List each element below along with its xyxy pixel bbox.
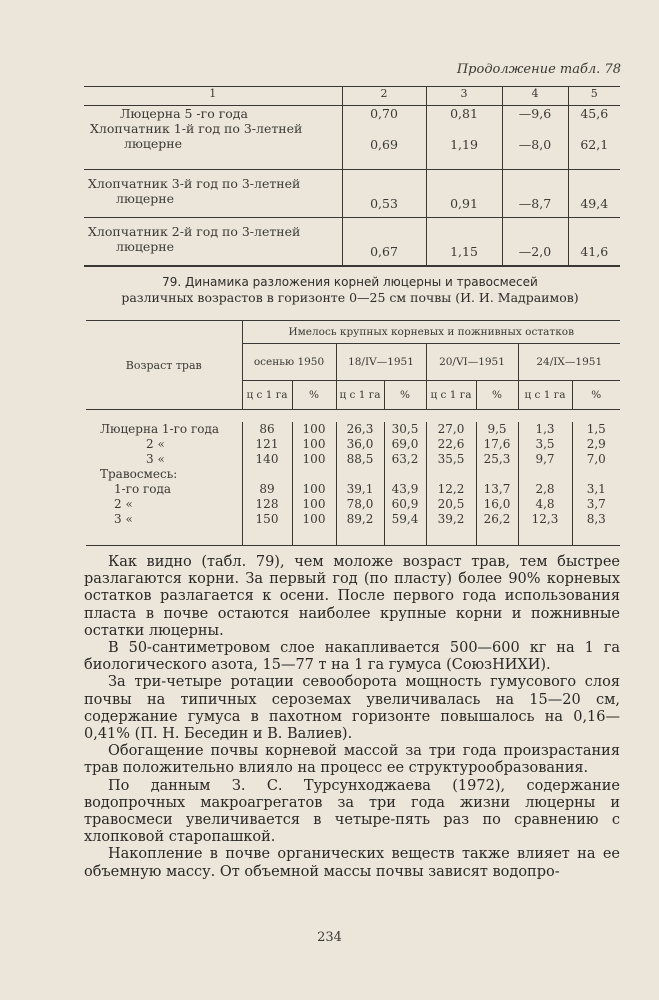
- cell-value: 0,70: [370, 106, 398, 121]
- cell-value: 3,1: [572, 482, 620, 497]
- paragraph: В 50-сантиметровом слое накапливается 500—600 кг на 1 га биологического азота, 15—77 т на 1 га гумуса (СоюзНИХИ).: [84, 640, 620, 674]
- cell-value: [476, 467, 518, 482]
- cell-value: 20,5: [426, 497, 476, 512]
- cell-value: 2,8: [518, 482, 572, 497]
- table-row: [86, 512, 620, 546]
- cell-value: [384, 467, 426, 482]
- cell-value: [292, 467, 336, 482]
- table-79-caption: [80, 274, 620, 306]
- col-header-1: 1: [84, 87, 342, 106]
- col-header-unit: ц с 1 га: [242, 381, 292, 410]
- cell-value: 12,2: [426, 482, 476, 497]
- cell-value: 39,2: [426, 512, 476, 546]
- cell-value: 69,0: [384, 437, 426, 452]
- col-header-unit: ц с 1 га: [518, 381, 572, 410]
- cell-value: 13,7: [476, 482, 518, 497]
- cell-value: 121: [242, 437, 292, 452]
- cell-value: 1,15: [426, 218, 502, 266]
- cell-value: 0,67: [342, 218, 426, 266]
- row-label: 3 «: [86, 512, 242, 546]
- cell-value: 1,19: [450, 137, 478, 152]
- table-79-title: 79. Динамика разложения корней люцерны и травосмесей: [162, 275, 538, 289]
- table-row: [86, 437, 620, 452]
- table-continuation-label: Продолжение табл. 78: [456, 62, 621, 77]
- col-header-date: 18/IV—1951: [336, 344, 426, 381]
- col-header-date: осенью 1950: [242, 344, 336, 381]
- cell-value: [336, 467, 384, 482]
- cell-value: 45,6: [580, 106, 609, 121]
- cell-value: 26,3: [336, 422, 384, 437]
- cell-value: 1,5: [572, 422, 620, 437]
- row-label: Люцерна 1-го года: [100, 422, 219, 436]
- row-label: 3 «: [146, 452, 165, 466]
- cell-value: 89,2: [336, 512, 384, 546]
- table-row: [84, 218, 620, 266]
- cell-value: 86: [242, 422, 292, 437]
- cell-value: 100: [292, 437, 336, 452]
- col-header-date: 20/VI—1951: [426, 344, 518, 381]
- col-header-date: 24/IX—1951: [518, 344, 620, 381]
- col-header-unit: %: [572, 381, 620, 410]
- cell-value: —8,7: [502, 170, 568, 218]
- cell-value: 27,0: [426, 422, 476, 437]
- col-header-unit: %: [476, 381, 518, 410]
- cell-value: 100: [292, 422, 336, 437]
- col-header-unit: %: [292, 381, 336, 410]
- cell-value: 17,6: [476, 437, 518, 452]
- table-78-continuation: [84, 86, 620, 267]
- cell-value: [572, 467, 620, 482]
- cell-value: 140: [242, 452, 292, 467]
- table-row: [86, 452, 620, 467]
- cell-value: 150: [242, 512, 292, 546]
- cell-value: 36,0: [336, 437, 384, 452]
- row-label: Хлопчатник 2-й год по 3-летней люцерне: [88, 224, 301, 254]
- col-header-unit: %: [384, 381, 426, 410]
- cell-value: 43,9: [384, 482, 426, 497]
- cell-value: 88,5: [336, 452, 384, 467]
- col-header-4: 4: [502, 87, 568, 106]
- cell-value: —2,0: [502, 218, 568, 266]
- col-header-unit: ц с 1 га: [426, 381, 476, 410]
- col-header-group: Имелось крупных корневых и пожнивных остатков: [242, 321, 620, 344]
- cell-value: 62,1: [580, 137, 609, 152]
- cell-value: 26,2: [476, 512, 518, 546]
- col-header-unit: ц с 1 га: [336, 381, 384, 410]
- row-label: Хлопчатник 3-й год по 3-летней люцерне: [88, 176, 301, 206]
- table-row: [86, 482, 620, 497]
- cell-value: [242, 467, 292, 482]
- cell-value: 30,5: [384, 422, 426, 437]
- table-79-body: [86, 422, 620, 546]
- cell-value: 39,1: [336, 482, 384, 497]
- cell-value: 0,81: [450, 106, 478, 121]
- cell-value: 9,7: [518, 452, 572, 467]
- cell-value: 0,69: [370, 137, 398, 152]
- cell-value: 1,3: [518, 422, 572, 437]
- cell-value: 49,4: [568, 170, 620, 218]
- cell-value: 7,0: [572, 452, 620, 467]
- row-label: 2 «: [146, 437, 165, 451]
- paragraph: По данным З. С. Турсунходжаева (1972), содержание водопрочных макроагрегатов за три года жизни люцерны и травосмеси увеличивается в четыре-пять раз по сравнению с хлопковой старопашкой.: [84, 777, 620, 846]
- table-row: [84, 170, 620, 218]
- cell-value: 100: [292, 512, 336, 546]
- cell-value: 3,7: [572, 497, 620, 512]
- row-label: Травосмесь:: [100, 467, 178, 481]
- cell-value: 89: [242, 482, 292, 497]
- cell-value: 16,0: [476, 497, 518, 512]
- paragraph: Как видно (табл. 79), чем моложе возраст трав, тем быстрее разлагаются корни. За первый год (по пласту) более 90% корневых остатков разлагается к осени. После первого года использования пласта в почве остаются наиболее крупные корни и пожнивные остатки люцерны.: [84, 554, 620, 639]
- page-number: 234: [317, 930, 342, 945]
- table-row: [86, 422, 620, 437]
- cell-value: 0,53: [342, 170, 426, 218]
- cell-value: [426, 467, 476, 482]
- cell-value: 25,3: [476, 452, 518, 467]
- table-row: [84, 106, 620, 170]
- table-79-subtitle: различных возрастов в горизонте 0—25 см почвы (И. И. Мадраимов): [121, 290, 579, 305]
- cell-value: 41,6: [568, 218, 620, 266]
- col-header-age: Возраст трав: [86, 321, 242, 410]
- cell-value: 2,9: [572, 437, 620, 452]
- body-text: [84, 554, 620, 881]
- cell-value: 60,9: [384, 497, 426, 512]
- row-label: Хлопчатник 1-й год по 3-летней люцерне: [90, 121, 303, 151]
- col-header-5: 5: [568, 87, 620, 106]
- cell-value: 4,8: [518, 497, 572, 512]
- cell-value: 9,5: [476, 422, 518, 437]
- cell-value: 78,0: [336, 497, 384, 512]
- cell-value: 12,3: [518, 512, 572, 546]
- paragraph: Накопление в почве органических веществ также влияет на ее объемную массу. От объемной массы почвы зависят водопро-: [84, 846, 620, 880]
- cell-value: 59,4: [384, 512, 426, 546]
- row-label: 2 «: [114, 497, 133, 511]
- table-row: [86, 497, 620, 512]
- row-label: 1-го года: [114, 482, 172, 496]
- cell-value: [518, 467, 572, 482]
- cell-value: 35,5: [426, 452, 476, 467]
- cell-value: —8,0: [518, 137, 552, 152]
- paragraph: Обогащение почвы корневой массой за три года произрастания трав положительно влияло на процесс ее структурообразования.: [84, 743, 620, 777]
- cell-value: 100: [292, 452, 336, 467]
- cell-value: 63,2: [384, 452, 426, 467]
- cell-value: 3,5: [518, 437, 572, 452]
- paragraph: За три-четыре ротации севооборота мощность гумусового слоя почвы на типичных сероземах увеличивалась на 15—20 см, содержание гумуса в пахотном горизонте повышалось на 0,16—0,41% (П. Н. Беседин и В. Валиев).: [84, 674, 620, 743]
- cell-value: 100: [292, 482, 336, 497]
- col-header-2: 2: [342, 87, 426, 106]
- col-header-3: 3: [426, 87, 502, 106]
- row-label: Люцерна 5 -го года: [120, 106, 248, 121]
- cell-value: 128: [242, 497, 292, 512]
- table-79: [86, 320, 620, 546]
- cell-value: 0,91: [426, 170, 502, 218]
- cell-value: —9,6: [518, 106, 552, 121]
- table-row: [86, 467, 620, 482]
- cell-value: 8,3: [572, 512, 620, 546]
- cell-value: 22,6: [426, 437, 476, 452]
- cell-value: 100: [292, 497, 336, 512]
